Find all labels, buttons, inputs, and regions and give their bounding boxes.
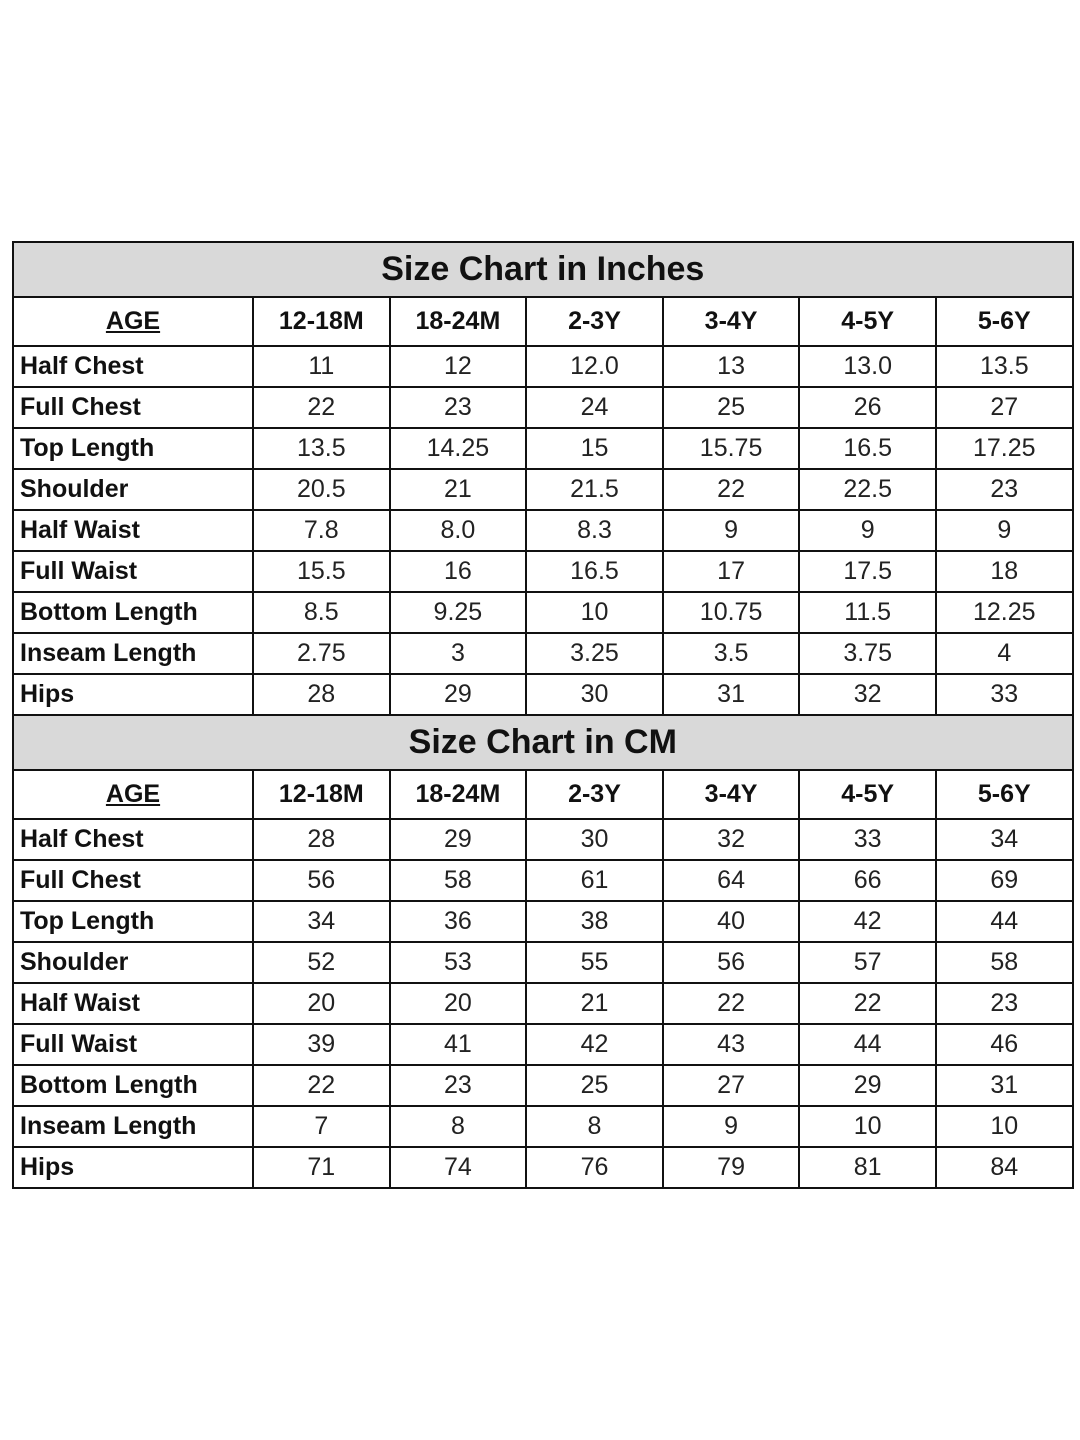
column-header: 12-18M <box>253 770 390 819</box>
table-cell: 42 <box>799 901 936 942</box>
table-cell: 7.8 <box>253 510 390 551</box>
table-cell: 7 <box>253 1106 390 1147</box>
table-cell: 41 <box>390 1024 527 1065</box>
table-cell: 53 <box>390 942 527 983</box>
row-label: Top Length <box>13 428 253 469</box>
table-cell: 8.5 <box>253 592 390 633</box>
table-cell: 11 <box>253 346 390 387</box>
table-row <box>13 633 1073 674</box>
table-cell: 66 <box>799 860 936 901</box>
table-cell: 13 <box>663 346 800 387</box>
table-cell: 20 <box>390 983 527 1024</box>
table-cell: 30 <box>526 674 663 715</box>
table-cell: 3.5 <box>663 633 800 674</box>
row-label: Top Length <box>13 901 253 942</box>
table-cell: 18 <box>936 551 1073 592</box>
table-cell: 39 <box>253 1024 390 1065</box>
table-row <box>13 592 1073 633</box>
table-cell: 24 <box>526 387 663 428</box>
table-row <box>13 387 1073 428</box>
table-cell: 13.0 <box>799 346 936 387</box>
row-label: Half Waist <box>13 510 253 551</box>
row-label: Shoulder <box>13 942 253 983</box>
section-title-row-inches <box>13 242 1073 297</box>
table-cell: 16 <box>390 551 527 592</box>
table-cell: 9 <box>799 510 936 551</box>
table-row <box>13 819 1073 860</box>
table-cell: 44 <box>936 901 1073 942</box>
row-label: Full Waist <box>13 1024 253 1065</box>
section-title-row-cm <box>13 715 1073 770</box>
table-cell: 29 <box>390 674 527 715</box>
table-cell: 38 <box>526 901 663 942</box>
section-title-cm: Size Chart in CM <box>13 715 1073 770</box>
table-cell: 81 <box>799 1147 936 1188</box>
table-cell: 29 <box>799 1065 936 1106</box>
row-label: Inseam Length <box>13 1106 253 1147</box>
table-cell: 12.25 <box>936 592 1073 633</box>
row-label: Hips <box>13 674 253 715</box>
table-cell: 17.5 <box>799 551 936 592</box>
table-row <box>13 901 1073 942</box>
table-cell: 20 <box>253 983 390 1024</box>
table-cell: 43 <box>663 1024 800 1065</box>
table-cell: 10.75 <box>663 592 800 633</box>
table-cell: 21 <box>526 983 663 1024</box>
table-cell: 40 <box>663 901 800 942</box>
table-cell: 32 <box>663 819 800 860</box>
table-row <box>13 1024 1073 1065</box>
column-header: 2-3Y <box>526 770 663 819</box>
table-row <box>13 551 1073 592</box>
table-cell: 8.3 <box>526 510 663 551</box>
table-row <box>13 1065 1073 1106</box>
table-cell: 34 <box>253 901 390 942</box>
table-cell: 21.5 <box>526 469 663 510</box>
table-row <box>13 983 1073 1024</box>
table-cell: 9 <box>663 510 800 551</box>
age-header: AGE <box>13 297 253 346</box>
table-cell: 46 <box>936 1024 1073 1065</box>
table-row <box>13 510 1073 551</box>
table-cell: 12.0 <box>526 346 663 387</box>
table-cell: 84 <box>936 1147 1073 1188</box>
table-cell: 28 <box>253 819 390 860</box>
table-cell: 17.25 <box>936 428 1073 469</box>
table-cell: 9.25 <box>390 592 527 633</box>
table-cell: 57 <box>799 942 936 983</box>
table-cell: 22 <box>799 983 936 1024</box>
table-cell: 8 <box>526 1106 663 1147</box>
table-cell: 23 <box>936 983 1073 1024</box>
column-header: 18-24M <box>390 297 527 346</box>
row-label: Hips <box>13 1147 253 1188</box>
table-cell: 29 <box>390 819 527 860</box>
table-cell: 26 <box>799 387 936 428</box>
table-row <box>13 942 1073 983</box>
table-cell: 55 <box>526 942 663 983</box>
table-cell: 76 <box>526 1147 663 1188</box>
table-row <box>13 1147 1073 1188</box>
header-row-cm <box>13 770 1073 819</box>
table-cell: 31 <box>663 674 800 715</box>
table-cell: 33 <box>799 819 936 860</box>
table-cell: 11.5 <box>799 592 936 633</box>
table-cell: 58 <box>390 860 527 901</box>
section-title-inches: Size Chart in Inches <box>13 242 1073 297</box>
table-cell: 21 <box>390 469 527 510</box>
table-row <box>13 428 1073 469</box>
table-cell: 9 <box>663 1106 800 1147</box>
table-cell: 15 <box>526 428 663 469</box>
table-cell: 20.5 <box>253 469 390 510</box>
row-label: Half Chest <box>13 346 253 387</box>
table-cell: 56 <box>663 942 800 983</box>
table-cell: 25 <box>663 387 800 428</box>
header-row-inches <box>13 297 1073 346</box>
table-cell: 22 <box>663 469 800 510</box>
table-cell: 61 <box>526 860 663 901</box>
table-cell: 27 <box>936 387 1073 428</box>
table-row <box>13 469 1073 510</box>
table-cell: 30 <box>526 819 663 860</box>
table-cell: 44 <box>799 1024 936 1065</box>
table-cell: 4 <box>936 633 1073 674</box>
column-header: 18-24M <box>390 770 527 819</box>
age-header: AGE <box>13 770 253 819</box>
table-cell: 15.75 <box>663 428 800 469</box>
row-label: Half Waist <box>13 983 253 1024</box>
table-cell: 79 <box>663 1147 800 1188</box>
table-cell: 13.5 <box>936 346 1073 387</box>
table-cell: 64 <box>663 860 800 901</box>
column-header: 4-5Y <box>799 770 936 819</box>
size-chart <box>12 241 1072 1189</box>
table-cell: 8 <box>390 1106 527 1147</box>
row-label: Full Chest <box>13 387 253 428</box>
table-cell: 13.5 <box>253 428 390 469</box>
table-cell: 28 <box>253 674 390 715</box>
table-cell: 58 <box>936 942 1073 983</box>
table-cell: 23 <box>390 387 527 428</box>
table-cell: 16.5 <box>799 428 936 469</box>
table-cell: 17 <box>663 551 800 592</box>
table-cell: 23 <box>390 1065 527 1106</box>
column-header: 5-6Y <box>936 770 1073 819</box>
row-label: Half Chest <box>13 819 253 860</box>
table-cell: 32 <box>799 674 936 715</box>
table-cell: 71 <box>253 1147 390 1188</box>
table-cell: 9 <box>936 510 1073 551</box>
table-cell: 42 <box>526 1024 663 1065</box>
table-cell: 14.25 <box>390 428 527 469</box>
table-cell: 56 <box>253 860 390 901</box>
row-label: Inseam Length <box>13 633 253 674</box>
table-cell: 69 <box>936 860 1073 901</box>
table-cell: 22 <box>253 387 390 428</box>
table-cell: 25 <box>526 1065 663 1106</box>
table-cell: 3.25 <box>526 633 663 674</box>
column-header: 3-4Y <box>663 297 800 346</box>
table-row <box>13 346 1073 387</box>
table-cell: 31 <box>936 1065 1073 1106</box>
table-cell: 15.5 <box>253 551 390 592</box>
table-cell: 33 <box>936 674 1073 715</box>
column-header: 4-5Y <box>799 297 936 346</box>
table-cell: 22 <box>253 1065 390 1106</box>
table-cell: 3 <box>390 633 527 674</box>
row-label: Shoulder <box>13 469 253 510</box>
column-header: 3-4Y <box>663 770 800 819</box>
table-cell: 34 <box>936 819 1073 860</box>
table-cell: 52 <box>253 942 390 983</box>
column-header: 2-3Y <box>526 297 663 346</box>
table-cell: 3.75 <box>799 633 936 674</box>
table-cell: 23 <box>936 469 1073 510</box>
table-row <box>13 860 1073 901</box>
table-cell: 2.75 <box>253 633 390 674</box>
size-chart-table <box>12 241 1074 1189</box>
row-label: Bottom Length <box>13 1065 253 1106</box>
table-cell: 22 <box>663 983 800 1024</box>
table-cell: 36 <box>390 901 527 942</box>
table-row <box>13 1106 1073 1147</box>
row-label: Bottom Length <box>13 592 253 633</box>
row-label: Full Chest <box>13 860 253 901</box>
table-cell: 27 <box>663 1065 800 1106</box>
table-cell: 10 <box>526 592 663 633</box>
table-cell: 10 <box>799 1106 936 1147</box>
table-cell: 16.5 <box>526 551 663 592</box>
table-cell: 74 <box>390 1147 527 1188</box>
column-header: 5-6Y <box>936 297 1073 346</box>
table-row <box>13 674 1073 715</box>
table-cell: 12 <box>390 346 527 387</box>
row-label: Full Waist <box>13 551 253 592</box>
table-cell: 10 <box>936 1106 1073 1147</box>
table-cell: 8.0 <box>390 510 527 551</box>
column-header: 12-18M <box>253 297 390 346</box>
table-cell: 22.5 <box>799 469 936 510</box>
